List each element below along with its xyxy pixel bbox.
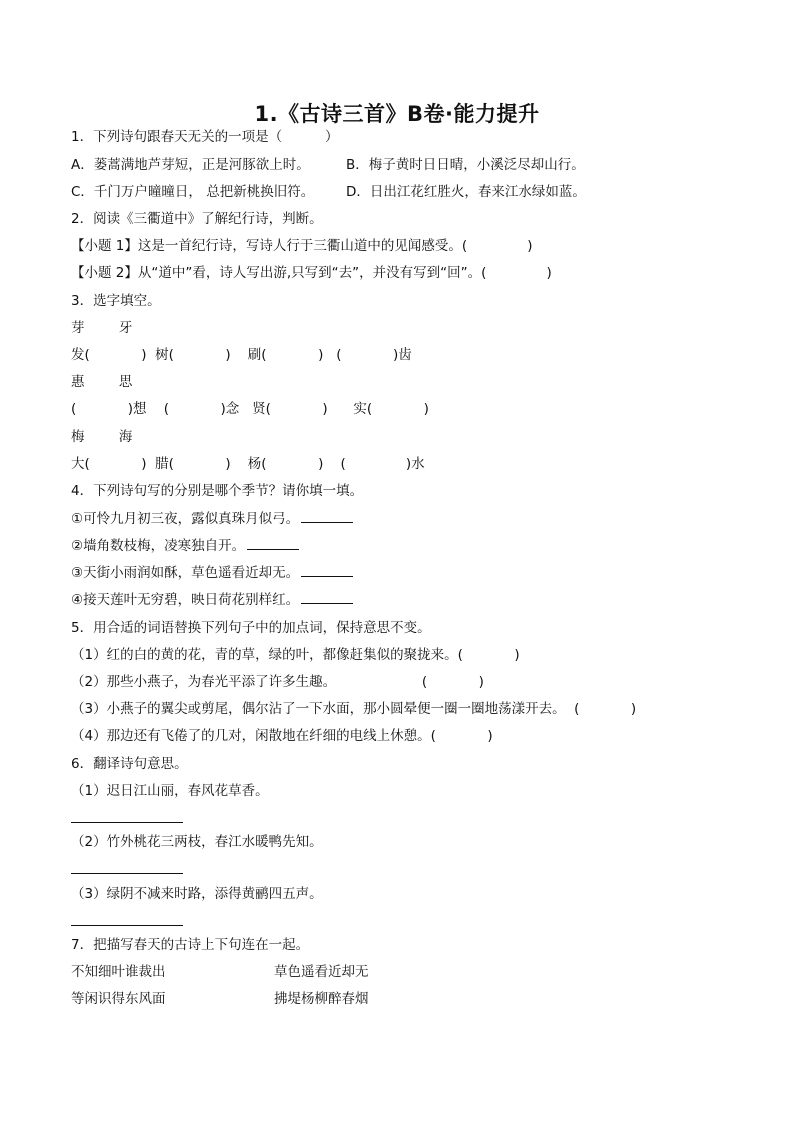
q4-item-text: ③天街小雨润如酥，草色遥看近却无。 <box>71 565 300 581</box>
answer-blank[interactable] <box>301 564 353 577</box>
q3-stem: 3．选字填空。 <box>71 293 161 309</box>
q4-stem: 4．下列诗句写的分别是哪个季节？请你填一填。 <box>71 483 364 499</box>
q4-item-text: ②墙角数枝梅，凌寒独自开。 <box>71 538 246 554</box>
answer-line[interactable] <box>71 873 183 874</box>
q3-group3-blanks: 大( ) 腊( ) 杨( ) ( )水 <box>71 456 425 472</box>
q7-right-line-2: 拂堤杨柳醉春烟 <box>274 991 369 1007</box>
q4-item-3 <box>71 564 353 582</box>
q5-item-3: （3）小燕子的翼尖或剪尾，偶尔沾了一下水面，那小圆晕便一圈一圈地荡漾开去。 ( ) <box>71 701 637 717</box>
q3-group3-chars: 梅 海 <box>71 429 133 445</box>
answer-blank[interactable] <box>247 537 299 550</box>
q5-item-4: （4）那边还有飞倦了的几对，闲散地在纤细的电线上休憩。( ) <box>71 728 493 744</box>
document-title: 1.《古诗三首》B卷·能力提升 <box>254 102 540 126</box>
q4-item-1 <box>71 510 353 528</box>
q6-item-3: （3）绿阴不减来时路，添得黄鹂四五声。 <box>71 886 323 902</box>
q5-item-1: （1）红的白的黄的花，青的草，绿的叶，都像赶集似的聚拢来。( ) <box>71 647 520 663</box>
q1-option-d: D．日出江花红胜火，春来江水绿如蓝。 <box>346 184 586 200</box>
answer-line[interactable] <box>71 822 183 823</box>
q2-stem: 2．阅读《三衢道中》了解纪行诗，判断。 <box>71 211 323 227</box>
q5-item-2: （2）那些小燕子，为春光平添了许多生趣。 ( ) <box>71 674 484 690</box>
q3-group1-blanks: 发( ) 树( ) 刷( ) ( )齿 <box>71 347 412 363</box>
q1-option-b: B．梅子黄时日日晴，小溪泛尽却山行。 <box>346 157 585 173</box>
q1-stem: 1．下列诗句跟春天无关的一项是（ ） <box>71 129 339 145</box>
q2-subquestion-1: 【小题 1】这是一首纪行诗，写诗人行于三衢山道中的见闻感受。( ) <box>71 238 533 254</box>
q2-subquestion-2: 【小题 2】从“道中”看，诗人写出游,只写到“去”，并没有写到“回”。( ) <box>71 265 552 281</box>
q4-item-text: ④接天莲叶无穷碧，映日荷花别样红。 <box>71 592 300 608</box>
q3-group1-chars: 芽 牙 <box>71 320 133 336</box>
answer-line[interactable] <box>71 925 183 926</box>
q1-option-c: C．千门万户曈曈日， 总把新桃换旧符。 <box>71 184 315 200</box>
q6-stem: 6．翻译诗句意思。 <box>71 756 188 772</box>
q6-item-2: （2）竹外桃花三两枝，春江水暖鸭先知。 <box>71 834 323 850</box>
q1-option-a: A．蒌蒿满地芦芽短，正是河豚欲上时。 <box>71 157 310 173</box>
q5-stem: 5．用合适的词语替换下列句子中的加点词，保持意思不变。 <box>71 620 431 636</box>
q7-stem: 7．把描写春天的古诗上下句连在一起。 <box>71 937 310 953</box>
answer-blank[interactable] <box>301 510 353 523</box>
q4-item-4 <box>71 591 353 609</box>
q4-item-2 <box>71 537 299 555</box>
q6-item-1: （1）迟日江山丽，春风花草香。 <box>71 783 269 799</box>
q3-group2-blanks: ( )想 ( )念 贤( ) 实( ) <box>71 401 429 417</box>
q4-item-text: ①可怜九月初三夜，露似真珠月似弓。 <box>71 511 300 527</box>
q7-left-line-2: 等闲识得东风面 <box>71 991 166 1007</box>
q7-left-line-1: 不知细叶谁裁出 <box>71 964 166 980</box>
q7-right-line-1: 草色遥看近却无 <box>274 964 369 980</box>
answer-blank[interactable] <box>301 591 353 604</box>
q3-group2-chars: 惠 思 <box>71 374 133 390</box>
